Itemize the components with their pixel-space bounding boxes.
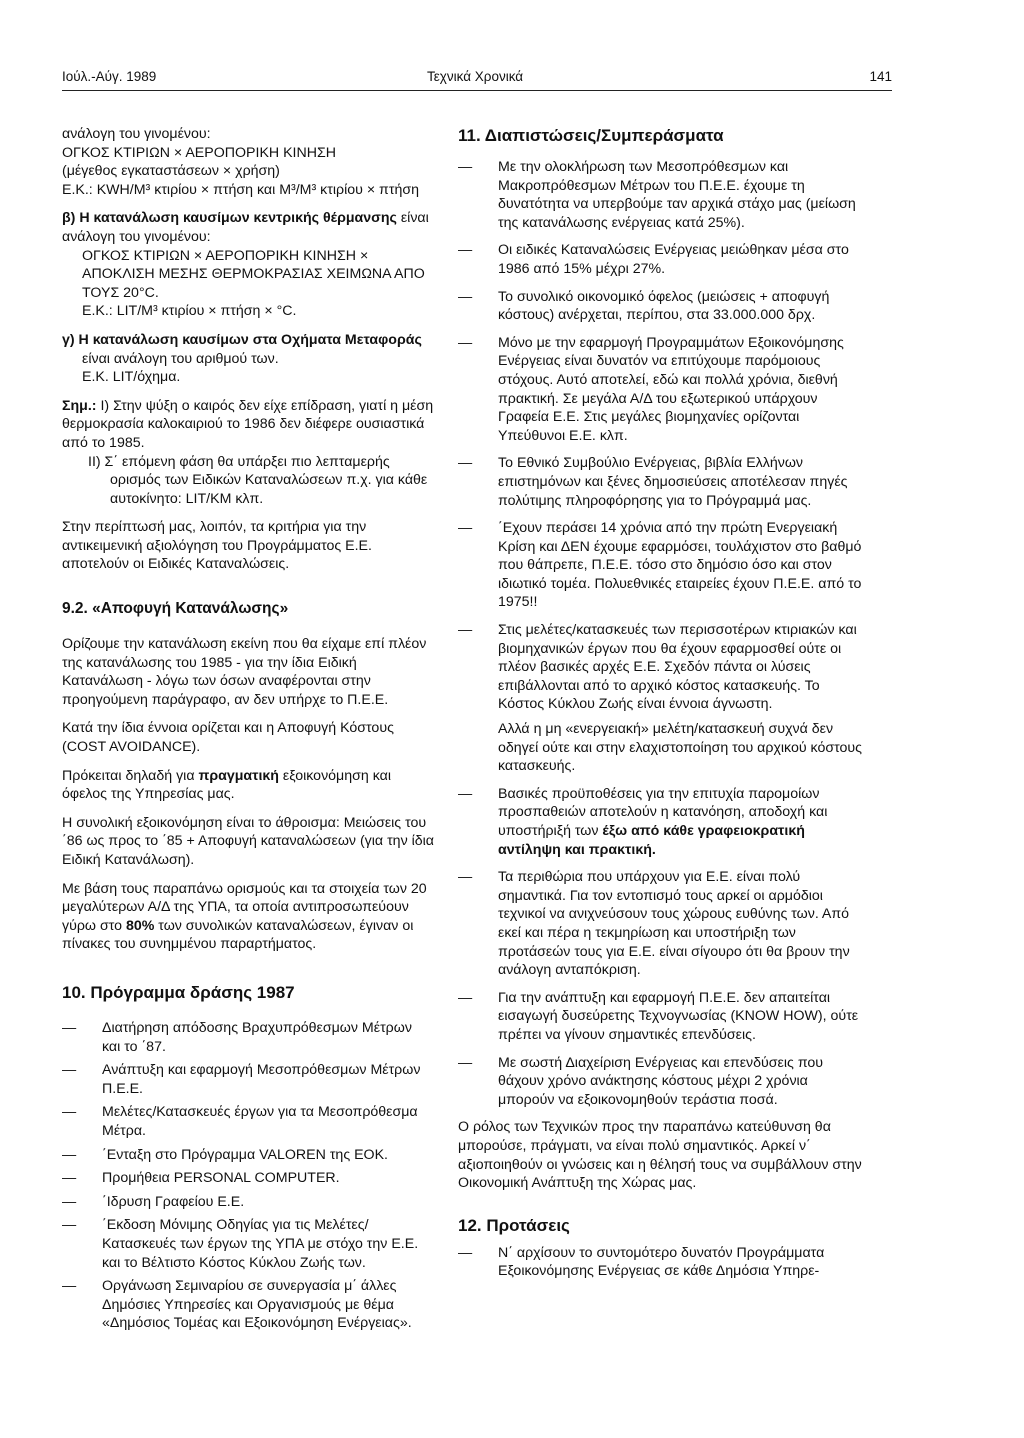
list-item-text: Βασικές προϋποθέσεις για την επιτυχία παρομοίων προσπαθειών αποτελούν η κατανόηση, αποδοχή και υποστήριξή των — [498, 785, 828, 839]
paragraph: Κατά την ίδια έννοια ορίζεται και η Αποφυγή Κόστους (COST AVOIDANCE). — [62, 720, 394, 756]
action-plan-item-text: Διατήρηση απόδοσης Βραχυπρόθεσμων Μέτρων και το ΄87. — [102, 1019, 412, 1055]
item-b-text: είναι ανάλογη του γινομένου: — [62, 210, 429, 245]
note-2: II) Σ΄ επόμενη φάση θα υπάρξει πιο λεπταμερής ορισμός των Ειδικών Καταναλώσεων π.χ. για κάθε αυτοκίνητο: LIT/KM κλπ. — [88, 453, 428, 507]
paragraph — [62, 880, 434, 954]
list-item: — Οι ειδικές Καταναλώσεις Ενέργειας μειώθηκαν μέσα στο 1986 από 15% μέχρι 27%. — [458, 242, 849, 277]
note-label: Σημ.: — [62, 397, 97, 414]
action-plan-item: — Ανάπτυξη και εφαρμογή Μεσοπρόθεσμων Μέτρων Π.Ε.Ε. — [62, 1062, 421, 1097]
list-item-text: Για την ανάπτυξη και εφαρμογή Π.Ε.Ε. δεν απαιτείται εισαγωγή δυσεύρετης Τεχνογνωσίας (KNOW HOW), ούτε πρέπει να γίνουν σημαντικές επενδύσεις. — [498, 989, 859, 1043]
action-plan-item-text: Μελέτες/Κατασκευές έργων για τα Μεσοπρόθεσμα Μέτρα. — [102, 1104, 418, 1139]
list-item: — Με σωστή Διαχείριση Ενέργειας και επενδύσεις που θάχουν χρόνο ανάκτησης κόστους μέχρι 2 χρόνια μπορούν να εξοικονομηθούν τεράστια ποσά. — [458, 1054, 824, 1108]
action-plan-item: — Προμήθεια PERSONAL COMPUTER. — [62, 1170, 340, 1187]
action-plan-item: — ΄Εκδοση Μόνιμης Οδηγίας για τις Μελέτες/Κατασκευές των έργων της ΥΠΑ με στόχο την Ε.Ε. και το Βέλτιστο Κόστος Κύκλου Ζωής των. — [62, 1217, 419, 1271]
list-item-text: Με την ολοκλήρωση των Μεσοπρόθεσμων και Μακροπρόθεσμων Μέτρων του Π.Ε.Ε. έχουμε τη δυνατότητα να υπερβούμε ταν αρχικά στάχο μας (μείωση της κατανάλωσης ενέργειας κατά 25%). — [498, 159, 856, 231]
text-line: Ε.Κ.: LIT/M³ κτιρίου × πτήση × °C. — [82, 303, 297, 320]
item-g-heading-text: γ) Η κατανάλωση καυσίμων στα Οχήματα Μεταφοράς — [62, 331, 422, 348]
note-1-text: I) Στην ψύξη ο καιρός δεν είχε επίδραση, γιατί η μέση θερμοκρασία καλοκαιριού το 1986 δεν διέφερε ουσιαστικά από το 1985. — [62, 397, 434, 451]
left-column — [62, 125, 434, 1338]
list-item: — Για την ανάπτυξη και εφαρμογή Π.Ε.Ε. δεν απαιτείται εισαγωγή δυσεύρετης Τεχνογνωσίας (KNOW HOW), ούτε πρέπει να γίνουν σημαντικές επενδύσεις. — [458, 989, 859, 1043]
list-item: — Το συνολικό οικονομικό όφελος (μειώσεις + αποφυγή κόστους) ανέρχεται, περίπου, στα 33.000.000 δρχ. — [458, 288, 830, 324]
text-line: (μέγεθος εγκαταστάσεων × χρήση) — [62, 163, 280, 180]
list-item-text: Οι ειδικές Καταναλώσεις Ενέργειας μειώθηκαν μέσα στο 1986 από 15% μέχρι 27%. — [498, 242, 849, 277]
journal-title: Τεχνικά Χρονικά — [427, 69, 524, 85]
list-item-text: Με σωστή Διαχείριση Ενέργειας και επενδύσεις που θάχουν χρόνο ανάκτησης κόστους μέχρι 2 χρόνια μπορούν να εξοικονομηθούν τεράστια ποσά. — [498, 1054, 824, 1108]
list-item-continuation: Αλλά η μη «ενεργειακή» μελέτη/κατασκευή συχνά δεν οδηγεί ούτε και στην ελαχιστοποίηση του αρχικού κόστους κατασκευής. — [498, 721, 863, 775]
issue-date: Ιούλ.-Αύγ. 1989 — [62, 69, 157, 85]
text-span: Πρόκειται δηλαδή για — [62, 767, 199, 784]
paragraph: Ορίζουμε την κατανάλωση εκείνη που θα είχαμε επί πλέον της κατανάλωσης του 1985 - για την ίδια Ειδική Κατανάλωση - λόγω των όσων αναφέρονται στην προηγούμενη παράγραφο, αν δεν υπήρχε το Π.Ε.Ε. — [62, 636, 427, 708]
right-column — [458, 125, 868, 1290]
bold-span: 80% — [125, 917, 155, 934]
list-item: — Βασικές προϋποθέσεις για την επιτυχία παρομοίων προσπαθειών αποτελούν η κατανόηση, αποδοχή και υποστήριξή των έξω από κάθε γραφειοκρατική αντίληψη και πρακτική. — [458, 785, 828, 858]
list-item-text: Τα περιθώρια που υπάρχουν για Ε.Ε. είναι πολύ σημαντικά. Για τον εντοπισμό τους αρκεί οι αρμόδιοι τεχνικοί να ανιχνεύσουν τους χώρους ευθύνης των. Από εκεί και πέρα η τεκμηρίωση και υποστήριξη των προτάσεών τους για Ε.Ε. είναι σίγουρο ότι θα βρουν την ανάλογη ανταπόκριση. — [498, 869, 850, 979]
section-heading-12: 12. Προτάσεις — [458, 1215, 570, 1235]
list-item: — Το Εθνικό Συμβούλιο Ενέργειας, βιβλία Ελλήνων επιστημόνων και ξένες δημοσιεύσεις αποτέλεσαν πηγές πολύτιμης πληροφόρησης για το Πρόγραμμά μας. — [458, 455, 848, 509]
action-plan-item-text: Προμήθεια PERSONAL COMPUTER. — [102, 1170, 340, 1187]
paragraph: Ο ρόλος των Τεχνικών προς την παραπάνω κατεύθυνση θα μπορούσε, πράγματι, να είναι πολύ σημαντικός. Αρκεί ν΄ αξιοποιηθούν οι γνώσεις και η θέλησή τους να συμβάλλουν στην Οικονομική Ανάπτυξη της Χώρας μας. — [458, 1119, 862, 1192]
action-plan-list — [62, 1019, 434, 1333]
item-g-heading — [62, 331, 434, 350]
page-header — [62, 68, 892, 91]
item-b-heading: β) Η κατανάλωση καυσίμων κεντρικής θέρμανσης — [62, 210, 397, 227]
list-item: — Ν΄ αρχίσουν το συντομότερο δυνατόν Προγράμματα Εξοικονόμησης Ενέργειας σε κάθε Δημόσια Υπηρε- — [458, 1244, 825, 1280]
text-span: Με βάση τους παραπάνω ορισμούς και τα στοιχεία των 20 μεγαλύτερων Α/Δ της ΥΠΑ, τα οποία αντιπροσωπεύουν γύρω στο — [62, 880, 427, 934]
section-heading-9-2: 9.2. «Αποφυγή Κατανάλωσης» — [62, 600, 289, 618]
section-heading-10: 10. Πρόγραμμα δράσης 1987 — [62, 982, 295, 1002]
text-span: εξοικονόμηση και όφελος της Υπηρεσίας μας. — [62, 767, 391, 803]
action-plan-item: — Διατήρηση απόδοσης Βραχυπρόθεσμων Μέτρων και το ΄87. — [62, 1019, 412, 1055]
text-span: των συνολικών καταναλώσεων, έγιναν οι πίνακες του συνημμένου παραρτήματος. — [62, 917, 414, 953]
list-item-text: Ν΄ αρχίσουν το συντομότερο δυνατόν Προγράμματα Εξοικονόμησης Ενέργειας σε κάθε Δημόσια Υπηρε- — [498, 1244, 825, 1280]
bold-span: πραγματική — [198, 767, 279, 784]
section-heading-11: 11. Διαπιστώσεις/Συμπεράσματα — [458, 126, 724, 145]
page-number: 141 — [869, 69, 892, 85]
action-plan-item: — Μελέτες/Κατασκευές έργων για τα Μεσοπρόθεσμα Μέτρα. — [62, 1104, 418, 1139]
text-line: ΟΓΚΟΣ ΚΤΙΡΙΩΝ × ΑΕΡΟΠΟΡΙΚΗ ΚΙΝΗΣΗ × ΑΠΟΚΛΙΣΗ ΜΕΣΗΣ ΘΕΡΜΟΚΡΑΣΙΑΣ ΧΕΙΜΩΝΑ ΑΠΟ ΤΟΥΣ 20°C. — [82, 247, 425, 301]
bold-span: έξω από κάθε γραφειοκρατική αντίληψη και πρακτική. — [498, 823, 805, 858]
list-item: — Με την ολοκλήρωση των Μεσοπρόθεσμων και Μακροπρόθεσμων Μέτρων του Π.Ε.Ε. έχουμε τη δυνατότητα να υπερβούμε ταν αρχικά στάχο μας (μείωση της κατανάλωσης ενέργειας κατά 25%). — [458, 159, 856, 231]
action-plan-item-text: ΄Ιδρυση Γραφείου Ε.Ε. — [102, 1193, 245, 1210]
action-plan-item: — Οργάνωση Σεμιναρίου σε συνεργασία μ΄ άλλες Δημόσιες Υπηρεσίες και Οργανισμούς με θέμα «Δημόσιος Τομέας και Εξοικονόμηση Ενέργειας». — [62, 1278, 412, 1332]
list-item: — Μόνο με την εφαρμογή Προγραμμάτων Εξοικονόμησης Ενέργειας είναι δυνατόν να επιτύχουμε παρόμοιους στόχους. Αυτό αποτελεί, εδώ και πολλά χρόνια, διεθνή πρακτική. Σε μεγάλα Α/Δ του εξωτερικού υπάρχουν Γραφεία Ε.Ε. Στις μεγάλες βιομηχανίες ορίζονται Υπεύθυνοι Ε.Ε. κλπ. — [458, 334, 844, 444]
list-item: — Τα περιθώρια που υπάρχουν για Ε.Ε. είναι πολύ σημαντικά. Για τον εντοπισμό τους αρκεί οι αρμόδιοι τεχνικοί να ανιχνεύσουν τους χώρους ευθύνης των. Από εκεί και πέρα η τεκμηρίωση και υποστήριξη των προτάσεών τους για Ε.Ε. είναι σίγουρο ότι θα βρουν την ανάλογη ανταπόκριση. — [458, 869, 850, 979]
text-line: ΟΓΚΟΣ ΚΤΙΡΙΩΝ × ΑΕΡΟΠΟΡΙΚΗ ΚΙΝΗΣΗ — [62, 144, 337, 161]
paragraph — [62, 767, 434, 804]
text-line: ανάλογη του γινομένου: — [62, 126, 211, 142]
paragraph: Η συνολική εξοικονόμηση είναι το άθροισμα: Μειώσεις του ΄86 ως προς το ΄85 + Αποφυγή καταναλώσεων (για την ίδια Ειδική Κατανάλωση). — [62, 814, 435, 868]
list-item-text: ΄Εχουν περάσει 14 χρόνια από την πρώτη Ενεργειακή Κρίση και ΔΕΝ έχουμε εφαρμόσει, τουλάχιστον στο βαθμό που θάπρεπε, Π.Ε.Ε. τόσο στο δημόσιο όσο και στον ιδιωτικό τομέα. Πολυεθνικές εταιρείες έχουν Π.Ε.Ε. από το 1975!! — [498, 520, 862, 611]
paragraph: Στην περίπτωσή μας, λοιπόν, τα κριτήρια για την αντικειμενική αξιολόγηση του Προγράμματος Ε.Ε. αποτελούν οι Ειδικές Καταναλώσεις. — [62, 519, 372, 573]
text-line: είναι ανάλογη του αριθμού των. — [82, 350, 279, 367]
action-plan-item-text: ΄Ενταξη στο Πρόγραμμα VALOREN της ΕΟΚ. — [102, 1146, 389, 1163]
list-item: — ΄Εχουν περάσει 14 χρόνια από την πρώτη Ενεργειακή Κρίση και ΔΕΝ έχουμε εφαρμόσει, τουλάχιστον στο βαθμό που θάπρεπε, Π.Ε.Ε. τόσο στο δημόσιο όσο και στον ιδιωτικό τομέα. Πολυεθνικές εταιρείες έχουν Π.Ε.Ε. από το 1975!! — [458, 520, 862, 611]
action-plan-item-text: Ανάπτυξη και εφαρμογή Μεσοπρόθεσμων Μέτρων Π.Ε.Ε. — [102, 1062, 421, 1097]
action-plan-item: — ΄Ιδρυση Γραφείου Ε.Ε. — [62, 1193, 245, 1210]
action-plan-item: — ΄Ενταξη στο Πρόγραμμα VALOREN της ΕΟΚ. — [62, 1146, 389, 1163]
action-plan-item-text: ΄Εκδοση Μόνιμης Οδηγίας για τις Μελέτες/Κατασκευές των έργων της ΥΠΑ με στόχο την Ε.Ε. και το Βέλτιστο Κόστος Κύκλου Ζωής των. — [102, 1217, 419, 1271]
text-line: Ε.Κ. LIT/όχημα. — [82, 369, 181, 386]
action-plan-item-text: Οργάνωση Σεμιναρίου σε συνεργασία μ΄ άλλες Δημόσιες Υπηρεσίες και Οργανισμούς με θέμα «Δημόσιος Τομέας και Εξοικονόμηση Ενέργειας». — [102, 1278, 412, 1332]
item-b — [62, 209, 434, 246]
list-item-text: Το συνολικό οικονομικό όφελος (μειώσεις + αποφυγή κόστους) ανέρχεται, περίπου, στα 33.000.000 δρχ. — [498, 288, 830, 324]
text-line: Ε.Κ.: KWH/M³ κτιρίου × πτήση και M³/M³ κτιρίου × πτήση — [62, 181, 419, 198]
list-item-text: Στις μελέτες/κατασκευές των περισσοτέρων κτιριακών και βιομηχανικών έργων που θα έχουν εφαρμοσθεί ούτε οι πλέον βασικές αρχές Ε.Ε. Σχεδόν πάντα οι λύσεις επιβάλλονται από το αρχικό κόστος κατασκευής. Το Κόστος Κύκλου Ζωής είναι έννοια άγνωστη. — [498, 622, 857, 713]
note-1 — [62, 397, 434, 453]
list-item-text: Το Εθνικό Συμβούλιο Ενέργειας, βιβλία Ελλήνων επιστημόνων και ξένες δημοσιεύσεις αποτέλεσαν πηγές πολύτιμης πληροφόρησης για το Πρόγραμμά μας. — [498, 455, 848, 509]
list-item-text: Μόνο με την εφαρμογή Προγραμμάτων Εξοικονόμησης Ενέργειας είναι δυνατόν να επιτύχουμε παρόμοιους στόχους. Αυτό αποτελεί, εδώ και πολλά χρόνια, διεθνή πρακτική. Σε μεγάλα Α/Δ του εξωτερικού υπάρχουν Γραφεία Ε.Ε. Στις μεγάλες βιομηχανίες ορίζονται Υπεύθυνοι Ε.Ε. κλπ. — [498, 334, 844, 444]
list-item: — Στις μελέτες/κατασκευές των περισσοτέρων κτιριακών και βιομηχανικών έργων που θα έχουν εφαρμοσθεί ούτε οι πλέον βασικές αρχές Ε.Ε. Σχεδόν πάντα οι λύσεις επιβάλλονται από το αρχικό κόστος κατασκευής. Το Κόστος Κύκλου Ζωής είναι έννοια άγνωστη. — [458, 622, 857, 713]
